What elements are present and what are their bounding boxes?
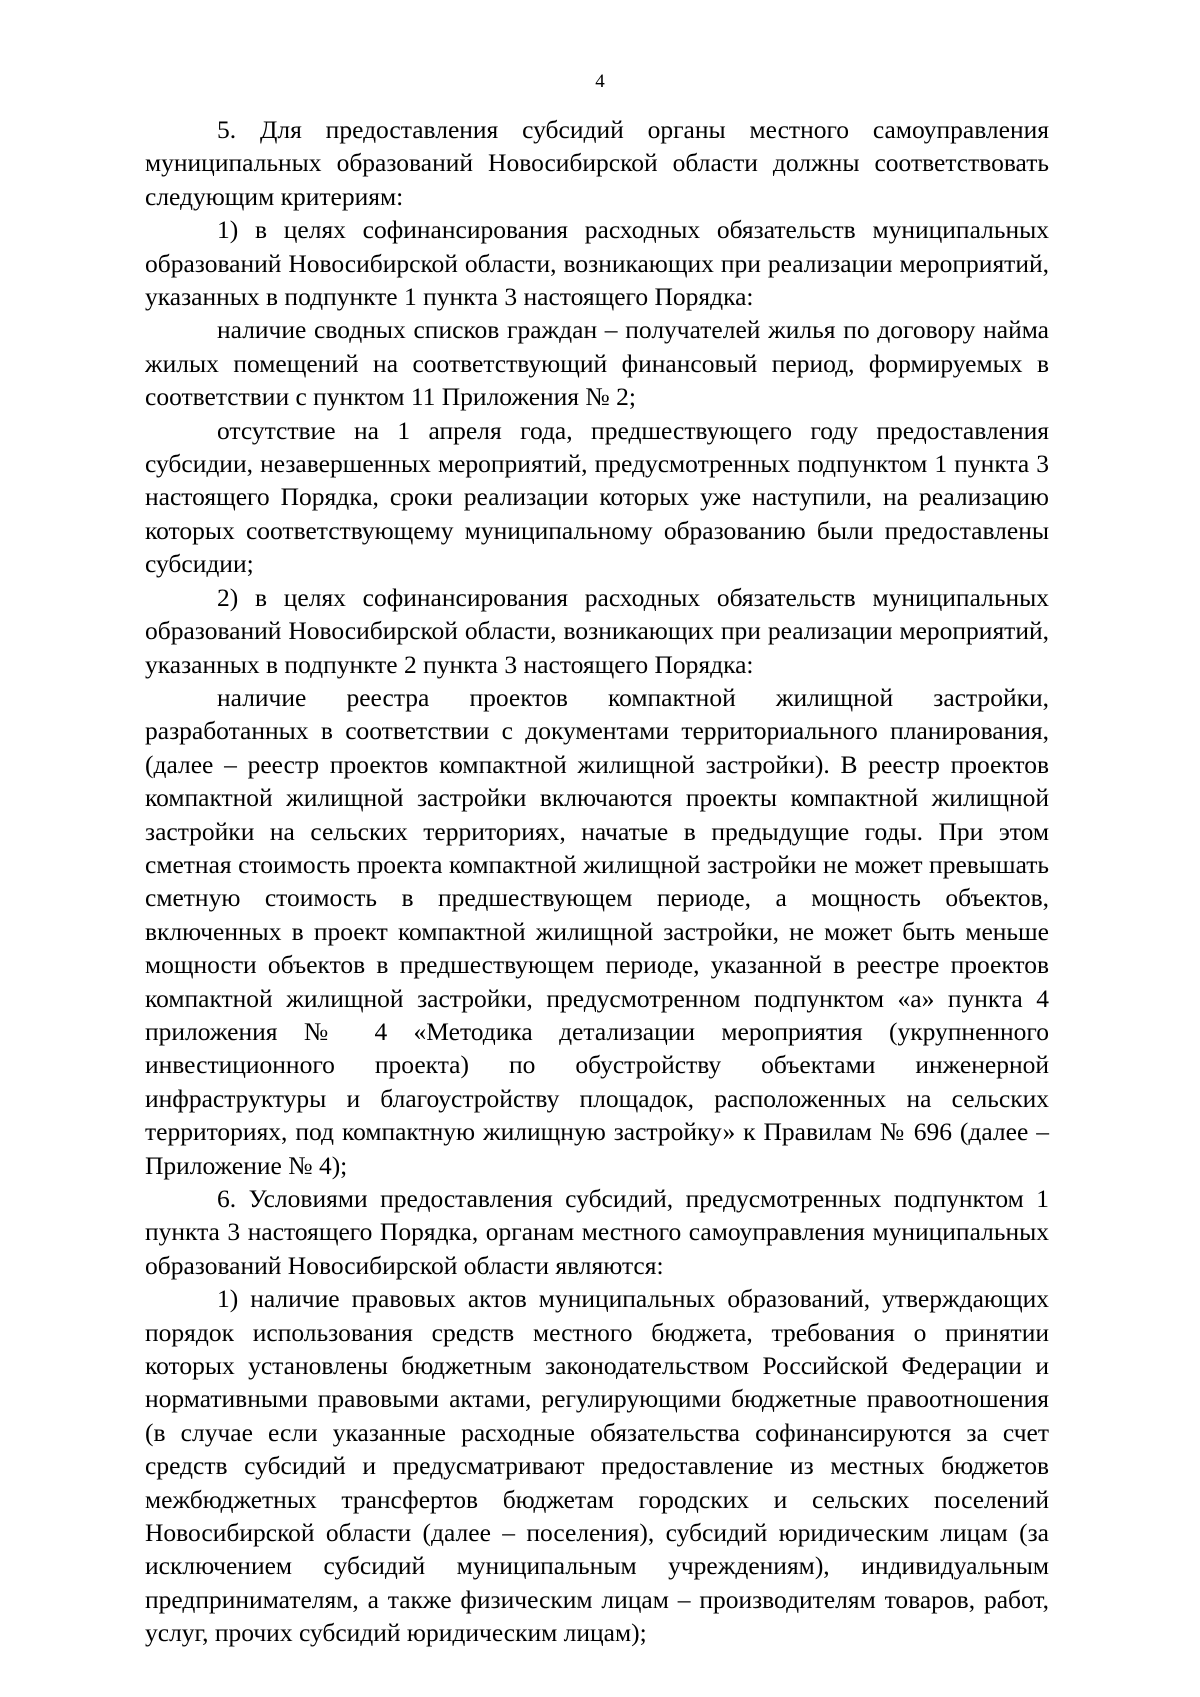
paragraph-6-1-legal-acts: 1) наличие правовых актов муниципальных образований, утверждающих порядок использования средств местного бюджета, требования о принятии которых установлены бюджетным законодательством Российской Федерации и нормативными правовыми актами, регулирующими бюджетные правоотношения (в случае если указанные расходные обязательства софинансируются за счет средств субсидий и предусматривают предоставление из местных бюджетов межбюджетных трансфертов бюджетам городских и сельских поселений Новосибирской области (далее – поселения), субсидий юридическим лицам (за исключением субсидий муниципальным учреждениям), индивидуальным предпринимателям, а также физическим лицам – производителям товаров, работ, услуг, прочих субсидий юридическим лицам); <box>145 1284 1049 1648</box>
page-number: 4 <box>595 71 605 92</box>
paragraph-6-conditions: 6. Условиями предоставления субсидий, предусмотренных подпунктом 1 пункта 3 настоящего Порядка, органам местного самоуправления муниципальных образований Новосибирской области являются: <box>145 1184 1049 1280</box>
paragraph-5-2-intro: 2) в целях софинансирования расходных обязательств муниципальных образований Новосибирской области, возникающих при реализации мероприятий, указанных в подпункте 2 пункта 3 настоящего Порядка: <box>145 582 1049 679</box>
paragraph-5-1-lists: наличие сводных списков граждан – получателей жилья по договору найма жилых помещений на соответствующий финансовый период, формируемых в соответствии с пунктом 11 Приложения № 2; <box>145 315 1049 412</box>
paragraph-5-1-absence: отсутствие на 1 апреля года, предшествующего году предоставления субсидии, незавершенных мероприятий, предусмотренных подпунктом 1 пункта 3 настоящего Порядка, сроки реализации которых уже наступили, на реализацию которых соответствующему муниципальному образованию были предоставлены субсидии; <box>145 415 1049 579</box>
document-body <box>145 113 1049 1650</box>
paragraph-5-criteria: 5. Для предоставления субсидий органы местного самоуправления муниципальных образований Новосибирской области должны соответствовать следующим критериям: <box>145 115 1049 211</box>
paragraph-5-2-registry: наличие реестра проектов компактной жилищной застройки, разработанных в соответствии с документами территориального планирования, (далее – реестр проектов компактной жилищной застройки). В реестр проектов компактной жилищной застройки включаются проекты компактной жилищной застройки на сельских территориях, начатые в предыдущие годы. При этом сметная стоимость проекта компактной жилищной застройки не может превышать сметную стоимость в предшествующем периоде, а мощность объектов, включенных в проект компактной жилищной застройки, не может быть меньше мощности объектов в предшествующем периоде, указанной в реестре проектов компактной жилищной застройки, предусмотренном подпунктом «а» пункта 4 приложения № 4 «Методика детализации мероприятия (укрупненного инвестиционного проекта) по обустройству объектами инженерной инфраструктуры и благоустройству площадок, расположенных на сельских территориях, под компактную жилищную застройку» к Правилам № 696 (далее – Приложение № 4); <box>145 682 1049 1180</box>
paragraph-5-1-intro: 1) в целях софинансирования расходных обязательств муниципальных образований Новосибирской области, возникающих при реализации мероприятий, указанных в подпункте 1 пункта 3 настоящего Порядка: <box>145 215 1049 312</box>
